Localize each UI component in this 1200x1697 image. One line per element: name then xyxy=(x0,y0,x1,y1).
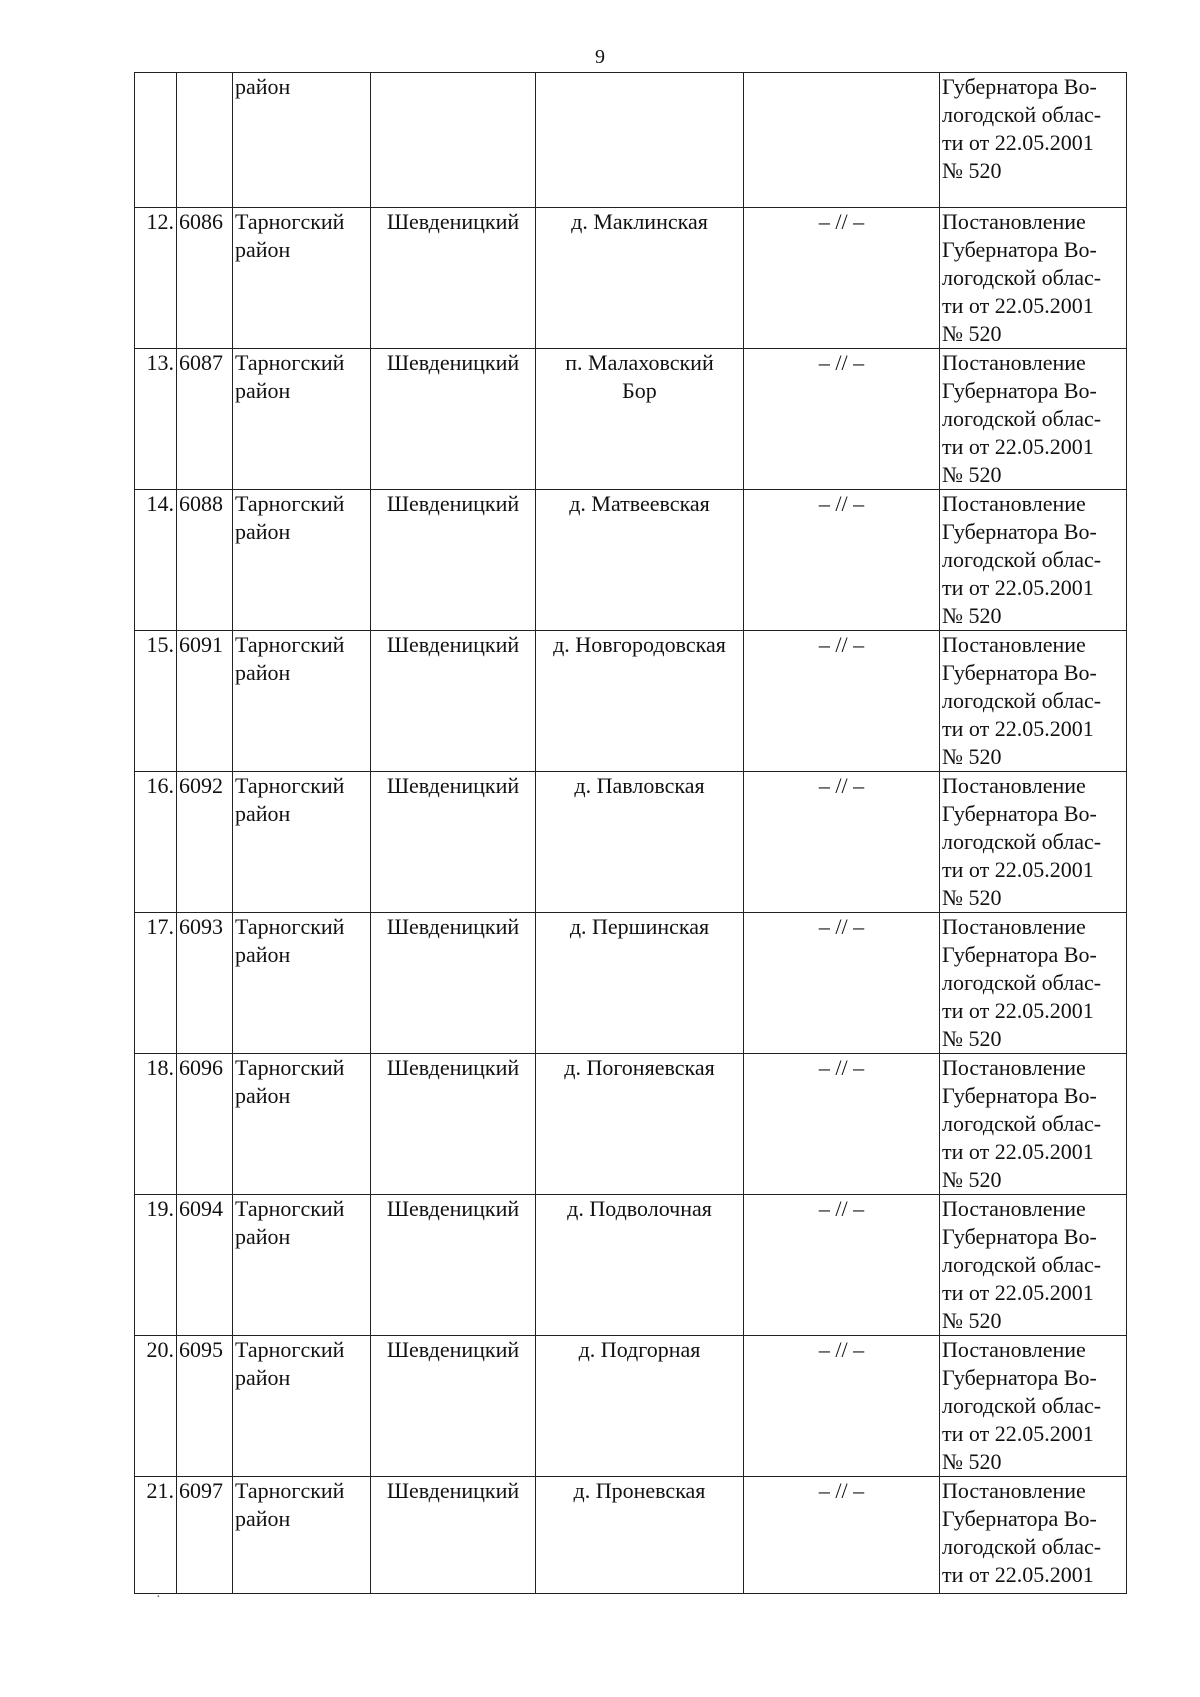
object-code-cell: 6087 xyxy=(177,349,233,490)
settlement-cell xyxy=(536,772,744,913)
row-number-cell: 16. xyxy=(135,772,177,913)
document-line: ти от 22.05.2001 xyxy=(942,857,1094,882)
document-line: Губернатора Во- xyxy=(942,519,1097,544)
document-cell xyxy=(940,208,1127,349)
document-line: № 520 xyxy=(942,462,1002,487)
document-line: логодской облас- xyxy=(942,406,1102,431)
object-code-cell xyxy=(177,73,233,208)
ditto-cell: – // – xyxy=(744,208,940,349)
document-line: Губернатора Во- xyxy=(942,1506,1097,1531)
district-line: Тарногский xyxy=(235,1196,345,1221)
object-code-cell: 6096 xyxy=(177,1054,233,1195)
district-cell xyxy=(233,208,371,349)
table-row xyxy=(135,1054,1127,1195)
document-line: № 520 xyxy=(942,1449,1002,1474)
document-cell xyxy=(940,490,1127,631)
page-number: 9 xyxy=(595,46,605,68)
council-cell: Шевденицкий xyxy=(371,1195,536,1336)
document-line: ти от 22.05.2001 xyxy=(942,130,1094,155)
document-cell xyxy=(940,631,1127,772)
object-code-cell: 6097 xyxy=(177,1477,233,1594)
document-line: ти от 22.05.2001 xyxy=(942,1139,1094,1164)
settlement-line: Бор xyxy=(622,378,657,403)
settlement-cell xyxy=(536,73,744,208)
settlement-cell xyxy=(536,1195,744,1336)
document-line: логодской облас- xyxy=(942,265,1102,290)
document-line: № 520 xyxy=(942,885,1002,910)
settlement-line: д. Погоняевская xyxy=(564,1055,715,1080)
document-line: Губернатора Во- xyxy=(942,942,1097,967)
council-cell: Шевденицкий xyxy=(371,631,536,772)
row-number-cell: 18. xyxy=(135,1054,177,1195)
document-line: № 520 xyxy=(942,321,1002,346)
table-row xyxy=(135,349,1127,490)
table-row xyxy=(135,73,1127,208)
settlement-line: д. Першинская xyxy=(569,914,710,939)
district-line: район xyxy=(235,1224,291,1249)
document-line: ти от 22.05.2001 xyxy=(942,434,1094,459)
row-number-cell: 17. xyxy=(135,913,177,1054)
document-line: № 520 xyxy=(942,1167,1002,1192)
district-cell xyxy=(233,1336,371,1477)
district-line: район xyxy=(235,660,291,685)
table-row xyxy=(135,772,1127,913)
table-row xyxy=(135,631,1127,772)
object-code-cell: 6088 xyxy=(177,490,233,631)
document-line: логодской облас- xyxy=(942,829,1102,854)
council-cell: Шевденицкий xyxy=(371,1054,536,1195)
district-line: район xyxy=(235,1083,291,1108)
settlement-cell xyxy=(536,349,744,490)
settlement-line: д. Подволочная xyxy=(567,1196,712,1221)
document-line: Губернатора Во- xyxy=(942,1083,1097,1108)
document-line: логодской облас- xyxy=(942,1393,1102,1418)
document-cell xyxy=(940,1477,1127,1594)
ditto-cell: – // – xyxy=(744,490,940,631)
object-code-cell: 6091 xyxy=(177,631,233,772)
document-line: Постановление xyxy=(942,1055,1086,1080)
document-line: ти от 22.05.2001 xyxy=(942,1562,1094,1587)
table-row xyxy=(135,913,1127,1054)
settlement-line: д. Матвеевская xyxy=(569,491,710,516)
row-number-cell: 14. xyxy=(135,490,177,631)
document-line: Губернатора Во- xyxy=(942,378,1097,403)
district-line: Тарногский xyxy=(235,632,345,657)
document-line: Постановление xyxy=(942,914,1086,939)
document-cell xyxy=(940,772,1127,913)
district-line: район xyxy=(235,74,291,99)
settlement-line: д. Павловская xyxy=(574,773,705,798)
document-line: логодской облас- xyxy=(942,1252,1102,1277)
document-cell xyxy=(940,913,1127,1054)
table-row xyxy=(135,1477,1127,1594)
district-cell xyxy=(233,1477,371,1594)
row-number-cell: 15. xyxy=(135,631,177,772)
document-line: № 520 xyxy=(942,1308,1002,1333)
settlement-line: п. Малаховский xyxy=(565,350,714,375)
district-line: Тарногский xyxy=(235,914,345,939)
district-cell xyxy=(233,73,371,208)
object-code-cell: 6093 xyxy=(177,913,233,1054)
document-line: № 520 xyxy=(942,744,1002,769)
document-line: № 520 xyxy=(942,603,1002,628)
document-line: Губернатора Во- xyxy=(942,74,1097,99)
document-cell xyxy=(940,1054,1127,1195)
settlement-line: д. Подгорная xyxy=(578,1337,701,1362)
district-line: Тарногский xyxy=(235,350,345,375)
document-line: Постановление xyxy=(942,1337,1086,1362)
ditto-cell xyxy=(744,73,940,208)
document-line: логодской облас- xyxy=(942,970,1102,995)
ditto-cell: – // – xyxy=(744,1336,940,1477)
document-cell xyxy=(940,1195,1127,1336)
council-cell: Шевденицкий xyxy=(371,913,536,1054)
document-line: Постановление xyxy=(942,350,1086,375)
document-cell xyxy=(940,73,1127,208)
ditto-cell: – // – xyxy=(744,1054,940,1195)
row-number-cell xyxy=(135,73,177,208)
footer-mark: · xyxy=(156,1590,161,1605)
object-code-cell: 6086 xyxy=(177,208,233,349)
row-number-cell: 13. xyxy=(135,349,177,490)
settlement-cell xyxy=(536,1477,744,1594)
settlement-line: д. Проневская xyxy=(573,1478,706,1503)
district-cell xyxy=(233,913,371,1054)
document-line: Постановление xyxy=(942,1478,1086,1503)
table-row xyxy=(135,1336,1127,1477)
document-line: Губернатора Во- xyxy=(942,1224,1097,1249)
district-line: район xyxy=(235,378,291,403)
table-row xyxy=(135,1195,1127,1336)
document-line: Постановление xyxy=(942,773,1086,798)
document-line: логодской облас- xyxy=(942,1111,1102,1136)
document-line: ти от 22.05.2001 xyxy=(942,1280,1094,1305)
district-line: район xyxy=(235,942,291,967)
ditto-cell: – // – xyxy=(744,913,940,1054)
object-code-cell: 6094 xyxy=(177,1195,233,1336)
table-row xyxy=(135,490,1127,631)
council-cell: Шевденицкий xyxy=(371,1477,536,1594)
document-line: Губернатора Во- xyxy=(942,660,1097,685)
council-cell: Шевденицкий xyxy=(371,772,536,913)
document-line: Губернатора Во- xyxy=(942,801,1097,826)
document-line: ти от 22.05.2001 xyxy=(942,1421,1094,1446)
council-cell: Шевденицкий xyxy=(371,1336,536,1477)
row-number-cell: 20. xyxy=(135,1336,177,1477)
document-cell xyxy=(940,349,1127,490)
council-cell: Шевденицкий xyxy=(371,349,536,490)
document-line: № 520 xyxy=(942,1026,1002,1051)
district-line: Тарногский xyxy=(235,1055,345,1080)
ditto-cell: – // – xyxy=(744,631,940,772)
settlement-cell xyxy=(536,1054,744,1195)
district-line: Тарногский xyxy=(235,1478,345,1503)
district-cell xyxy=(233,1195,371,1336)
district-line: район xyxy=(235,519,291,544)
ditto-cell: – // – xyxy=(744,349,940,490)
settlement-line: д. Новгородовская xyxy=(553,632,726,657)
document-line: логодской облас- xyxy=(942,547,1102,572)
ditto-cell: – // – xyxy=(744,1195,940,1336)
settlement-line: д. Маклинская xyxy=(571,209,708,234)
district-line: Тарногский xyxy=(235,1337,345,1362)
document-line: Постановление xyxy=(942,1196,1086,1221)
settlement-cell xyxy=(536,631,744,772)
district-line: район xyxy=(235,801,291,826)
council-cell xyxy=(371,73,536,208)
district-cell xyxy=(233,772,371,913)
object-code-cell: 6095 xyxy=(177,1336,233,1477)
district-line: район xyxy=(235,1506,291,1531)
document-cell xyxy=(940,1336,1127,1477)
document-line: логодской облас- xyxy=(942,688,1102,713)
district-cell xyxy=(233,631,371,772)
document-line: логодской облас- xyxy=(942,102,1102,127)
document-line: Губернатора Во- xyxy=(942,1365,1097,1390)
document-line: № 520 xyxy=(942,158,1002,183)
document-line: логодской облас- xyxy=(942,1534,1102,1559)
district-line: район xyxy=(235,237,291,262)
settlement-cell xyxy=(536,913,744,1054)
object-code-cell: 6092 xyxy=(177,772,233,913)
council-cell: Шевденицкий xyxy=(371,208,536,349)
document-line: ти от 22.05.2001 xyxy=(942,575,1094,600)
settlement-cell xyxy=(536,1336,744,1477)
document-line: ти от 22.05.2001 xyxy=(942,716,1094,741)
district-line: Тарногский xyxy=(235,491,345,516)
district-line: Тарногский xyxy=(235,209,345,234)
document-line: Постановление xyxy=(942,209,1086,234)
settlement-cell xyxy=(536,490,744,631)
document-line: ти от 22.05.2001 xyxy=(942,293,1094,318)
district-cell xyxy=(233,490,371,631)
ditto-cell: – // – xyxy=(744,1477,940,1594)
ditto-cell: – // – xyxy=(744,772,940,913)
district-line: район xyxy=(235,1365,291,1390)
district-cell xyxy=(233,349,371,490)
table-row xyxy=(135,208,1127,349)
row-number-cell: 19. xyxy=(135,1195,177,1336)
row-number-cell: 21. xyxy=(135,1477,177,1594)
document-line: Постановление xyxy=(942,491,1086,516)
district-cell xyxy=(233,1054,371,1195)
district-line: Тарногский xyxy=(235,773,345,798)
council-cell: Шевденицкий xyxy=(371,490,536,631)
row-number-cell: 12. xyxy=(135,208,177,349)
registry-table xyxy=(134,72,1127,1594)
document-line: ти от 22.05.2001 xyxy=(942,998,1094,1023)
table-body xyxy=(135,73,1127,1594)
document-line: Постановление xyxy=(942,632,1086,657)
settlement-cell xyxy=(536,208,744,349)
document-line: Губернатора Во- xyxy=(942,237,1097,262)
